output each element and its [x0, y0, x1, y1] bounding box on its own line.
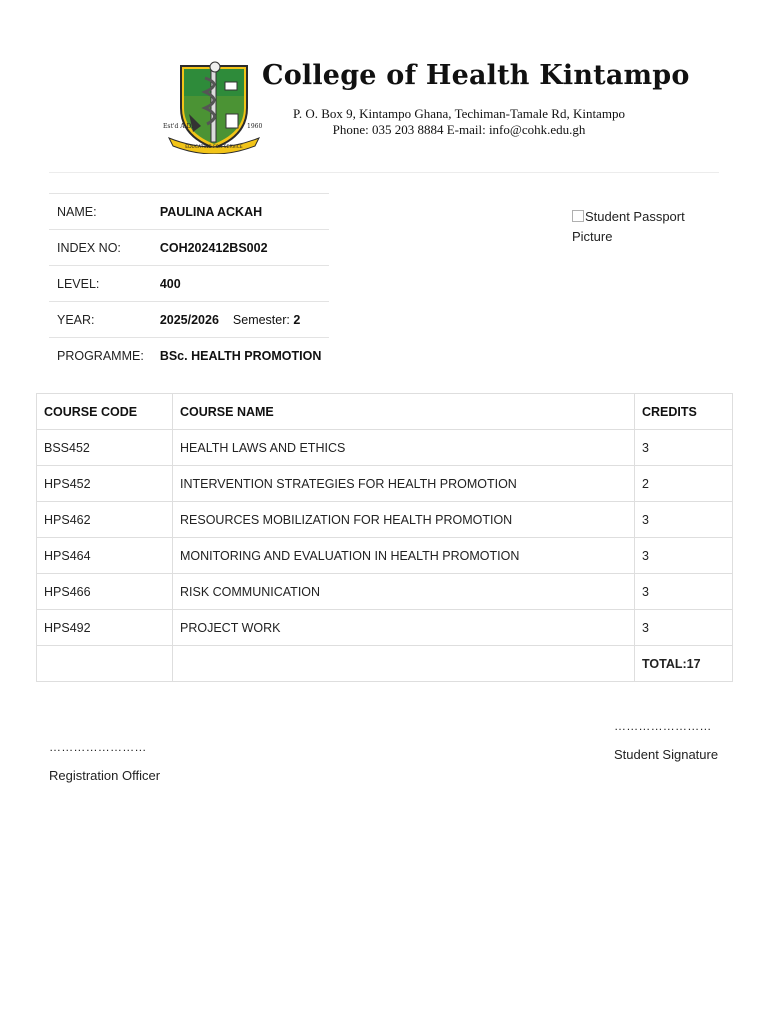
broken-image-icon [572, 210, 584, 222]
course-credits: 3 [635, 502, 733, 538]
table-row [37, 574, 733, 610]
course-code: BSS452 [37, 430, 173, 466]
year-label: YEAR: [49, 302, 152, 338]
table-row [37, 538, 733, 574]
programme-label: PROGRAMME: [49, 338, 152, 374]
course-name: MONITORING AND EVALUATION IN HEALTH PROMOTION [173, 538, 635, 574]
table-row [37, 430, 733, 466]
semester-label: Semester: [232, 312, 290, 327]
info-row-name [49, 194, 329, 230]
student-level: 400 [152, 266, 330, 302]
course-credits: 2 [635, 466, 733, 502]
student-signature [614, 719, 718, 762]
signature-line: …………………… [49, 740, 147, 754]
header-credits: CREDITS [635, 394, 733, 430]
college-name: College of Health Kintampo [262, 60, 690, 91]
table-row [37, 466, 733, 502]
address-line: P. O. Box 9, Kintampo Ghana, Techiman-Tamale Rd, Kintampo [293, 106, 625, 121]
header-divider [49, 172, 719, 173]
college-crest-logo [163, 58, 265, 154]
registration-officer-label: Registration Officer [49, 768, 161, 783]
contact-line: Phone: 035 203 8884 E-mail: info@cohk.edu.gh [332, 122, 586, 137]
info-row-index [49, 230, 329, 266]
college-address [262, 106, 656, 138]
course-code: HPS466 [37, 574, 173, 610]
info-row-year [49, 302, 329, 338]
document-header [0, 0, 768, 170]
course-name: RISK COMMUNICATION [173, 574, 635, 610]
course-code: HPS464 [37, 538, 173, 574]
course-name: INTERVENTION STRATEGIES FOR HEALTH PROMOTION [173, 466, 635, 502]
course-credits: 3 [635, 574, 733, 610]
level-label: LEVEL: [49, 266, 152, 302]
course-name: PROJECT WORK [173, 610, 635, 646]
course-table-header [37, 394, 733, 430]
student-semester: 2 [293, 312, 301, 327]
course-code: HPS462 [37, 502, 173, 538]
empty-cell [37, 646, 173, 682]
course-credits: 3 [635, 610, 733, 646]
course-code: HPS452 [37, 466, 173, 502]
student-name: PAULINA ACKAH [152, 194, 330, 230]
course-code: HPS492 [37, 610, 173, 646]
student-signature-label: Student Signature [614, 747, 719, 762]
logo-year-text: 1960 [247, 123, 263, 130]
signature-line: …………………… [614, 719, 712, 733]
passport-picture [572, 207, 712, 247]
header-course-name: COURSE NAME [173, 394, 635, 430]
empty-cell [173, 646, 635, 682]
table-row [37, 502, 733, 538]
total-row [37, 646, 733, 682]
student-programme: BSc. HEALTH PROMOTION [152, 338, 330, 374]
table-row [37, 610, 733, 646]
logo-motto: EDUCATING FOR SERVICE [185, 145, 243, 150]
logo-estd-text: Est'd A.D. [163, 123, 194, 130]
student-index: COH202412BS002 [152, 230, 330, 266]
student-year: 2025/2026 [159, 312, 219, 327]
student-info-table [49, 193, 329, 373]
course-credits: 3 [635, 538, 733, 574]
passport-alt-text: Student Passport Picture [572, 209, 685, 244]
name-label: NAME: [49, 194, 152, 230]
course-name: RESOURCES MOBILIZATION FOR HEALTH PROMOTION [173, 502, 635, 538]
course-name: HEALTH LAWS AND ETHICS [173, 430, 635, 466]
course-credits: 3 [635, 430, 733, 466]
index-label: INDEX NO: [49, 230, 152, 266]
total-credits: TOTAL:17 [635, 646, 733, 682]
info-row-programme [49, 338, 329, 374]
header-course-code: COURSE CODE [37, 394, 173, 430]
course-table [36, 393, 733, 682]
year-semester-cell [152, 302, 330, 338]
registration-officer-signature [49, 740, 160, 783]
info-row-level [49, 266, 329, 302]
